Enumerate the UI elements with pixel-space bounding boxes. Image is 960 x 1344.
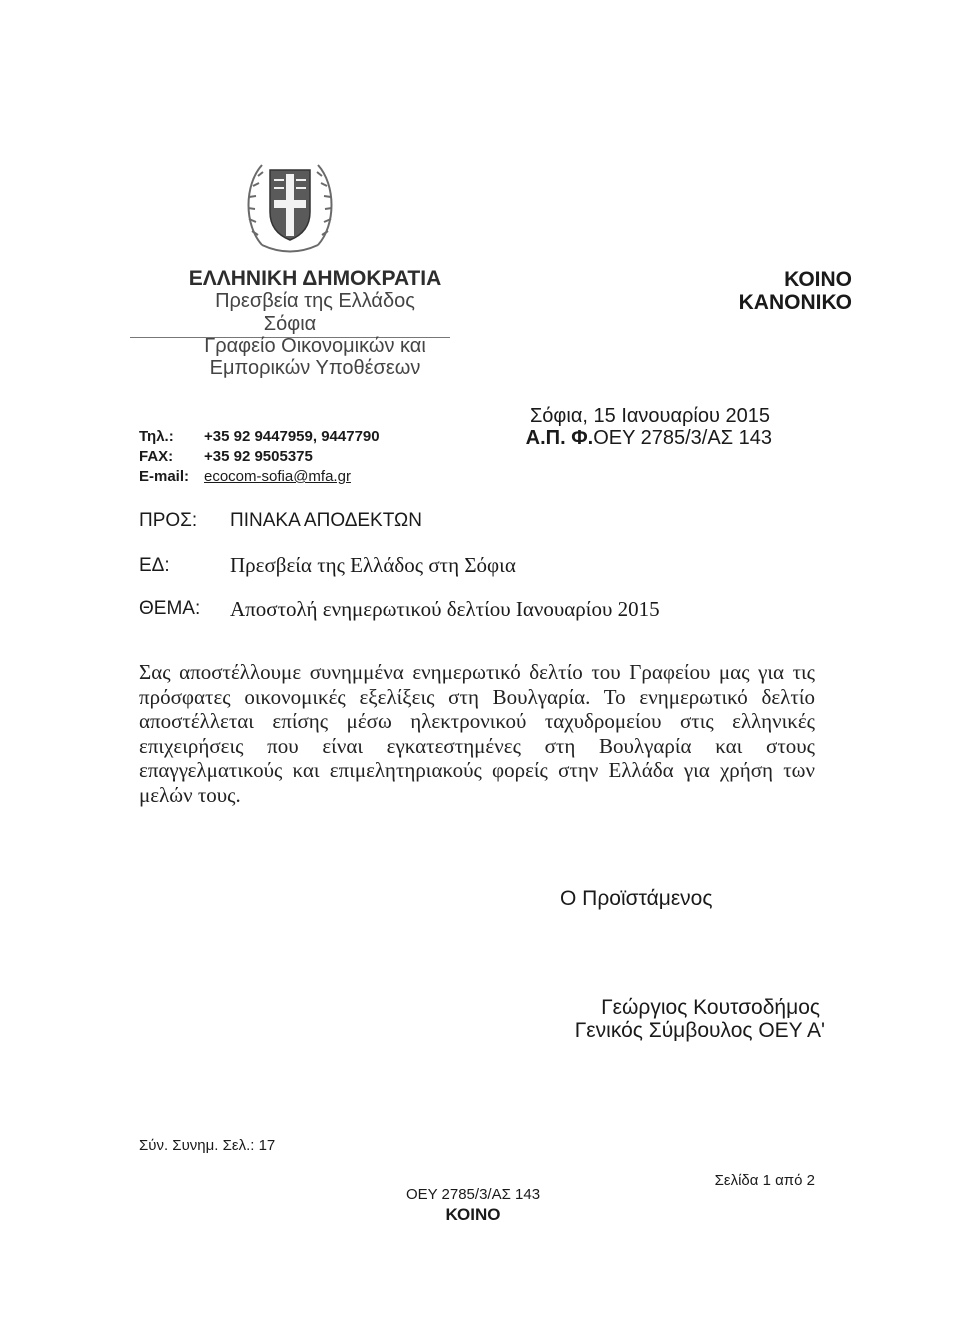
fax-label: FAX: [139,448,174,465]
document-date: Σόφια, 15 Ιανουαρίου 2015 [529,405,770,427]
ed-value: Πρεσβεία της Ελλάδος στη Σόφια [230,553,516,577]
letter-body: Σας αποστέλλουμε συνημμένα ενημερωτικό δελτίο του Γραφείου μας για τις πρόσφατες οικονομικές εξελίξεις στη Βουλγαρία. Το ενημερωτικό δελτίο αποστέλλεται επίσης μέσω ηλεκτρονικού ταχυδρομείου στις ελληνικές επιχειρήσεις που είναι εγκατεστημένες στη Βουλγαρία και στους επαγγελματικούς και επιμελητηριακούς φορείς στην Ελλάδα για χρήση των μελών τους. [139,660,815,807]
protocol-prefix: Α.Π. Φ. [525,427,594,449]
classification-label: ΚΟΙΝΟ [784,268,852,291]
signatory-title: Ο Προϊστάμενος [560,887,713,910]
greek-coat-of-arms-emblem [240,150,340,260]
footer-reference: ΟΕΥ 2785/3/ΑΣ 143 [405,1186,541,1203]
tel-value: +35 92 9447959, 9447790 [204,428,380,445]
signatory-role: Γενικός Σύμβουλος ΟΕΥ Α' [574,1019,825,1042]
protocol-number [526,427,772,450]
to-value: ΠΙΝΑΚΑ ΑΠΟΔΕΚΤΩΝ [230,510,422,531]
ed-label: ΕΔ: [139,555,170,576]
office-name-line-1: Γραφείο Οικονομικών και [204,335,426,357]
priority-label: ΚΑΝΟΝΙΚΟ [738,291,852,314]
subject-value: Αποστολή ενημερωτικού δελτίου Ιανουαρίου 2015 [230,597,660,621]
email-link[interactable]: ecocom-sofia@mfa.gr [204,468,351,485]
protocol-code: ΟΕΥ 2785/3/ΑΣ 143 [593,427,772,449]
republic-heading: ΕΛΛΗΝΙΚΗ ΔΗΜΟΚΡΑΤΙΑ [188,267,442,290]
signatory-name: Γεώργιος Κουτσοδήμος [601,996,820,1019]
footer-classification: ΚΟΙΝΟ [445,1205,501,1224]
office-name-line-2: Εμπορικών Υποθέσεων [209,357,421,379]
enclosures-count: Σύν. Συνημ. Σελ.: 17 [139,1137,276,1154]
subject-label: ΘΕΜΑ: [139,598,201,619]
email-label: E-mail: [139,468,190,485]
fax-value: +35 92 9505375 [204,448,313,465]
to-label: ΠΡΟΣ: [139,510,198,531]
embassy-name: Πρεσβεία της Ελλάδος [215,290,415,312]
embassy-city: Σόφια [130,313,450,338]
tel-label: Τηλ.: [139,428,174,445]
page-number: Σελίδα 1 από 2 [714,1172,815,1189]
